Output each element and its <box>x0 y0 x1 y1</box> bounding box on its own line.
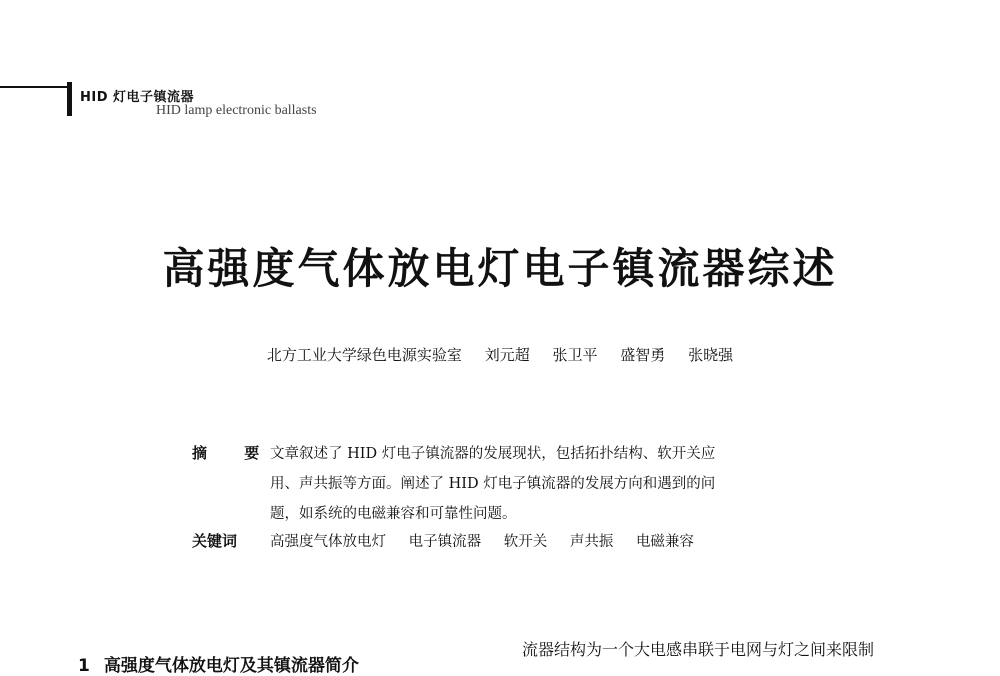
header-bar <box>67 82 72 116</box>
keywords-list <box>270 530 712 551</box>
keywords-label: 关键词 <box>192 532 238 550</box>
header-rule <box>0 86 68 88</box>
author-4: 张晓强 <box>688 346 734 364</box>
running-header-title-cn: HID 灯电子镇流器 <box>80 90 195 105</box>
section-number: 1 <box>78 656 90 676</box>
keyword: 高强度气体放电灯 <box>270 534 386 550</box>
keyword: 电磁兼容 <box>635 534 694 550</box>
affiliation: 北方工业大学绿色电源实验室 <box>266 346 462 364</box>
body-text-line: 流器结构为一个大电感串联于电网与灯之间来限制 <box>522 640 875 659</box>
author-2: 张卫平 <box>552 346 598 364</box>
keyword: 电子镇流器 <box>408 534 482 550</box>
abstract-line-3: 题，如系统的电磁兼容和可靠性问题。 <box>270 506 517 522</box>
keyword: 软开关 <box>503 534 548 550</box>
section-title: 高强度气体放电灯及其镇流器简介 <box>103 656 359 676</box>
author-3: 盛智勇 <box>620 346 666 364</box>
article-title: 高强度气体放电灯电子镇流器综述 <box>162 244 838 293</box>
abstract-line-1: 文章叙述了 HID 灯电子镇流器的发展现状，包括拓扑结构、软开关应 <box>270 446 716 462</box>
abstract-label: 摘 要 <box>192 444 276 462</box>
section-heading <box>78 651 359 676</box>
author-1: 刘元超 <box>484 346 530 364</box>
byline <box>0 344 1000 365</box>
keyword: 声共振 <box>569 534 614 550</box>
running-header-title-en: HID lamp electronic ballasts <box>156 103 317 118</box>
abstract-line-2: 用、声共振等方面。阐述了 HID 灯电子镇流器的发展方向和遇到的问 <box>270 476 716 492</box>
